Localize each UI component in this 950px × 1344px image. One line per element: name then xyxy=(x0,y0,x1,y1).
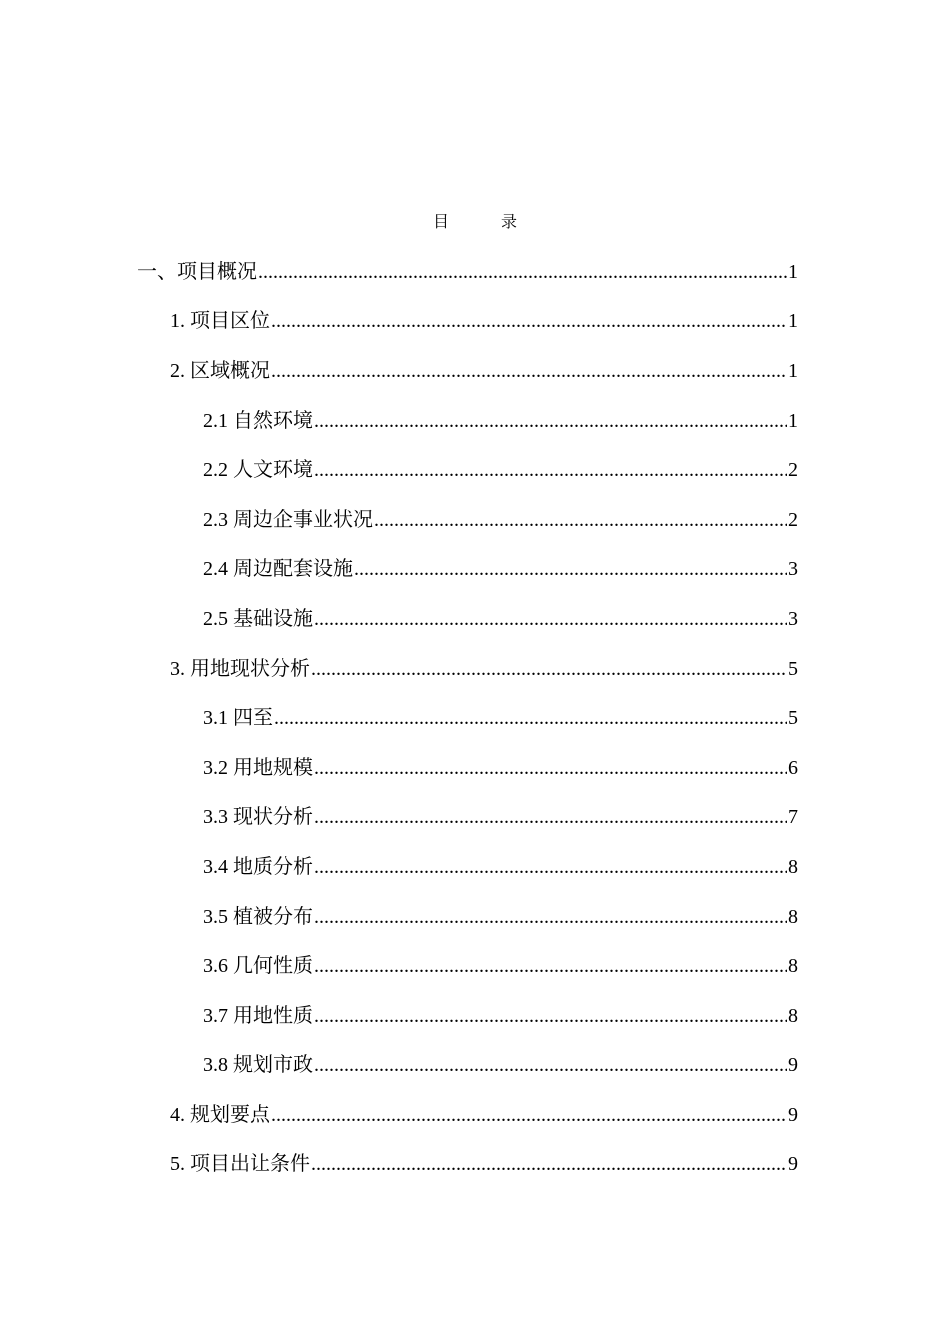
toc-entry-label: 2.5 基础设施 xyxy=(203,607,313,630)
toc-entry[interactable] xyxy=(0,693,798,743)
toc-entry-page-number: 5 xyxy=(788,657,798,680)
dot-leader xyxy=(271,1102,787,1128)
toc-entry-label: 3.6 几何性质 xyxy=(203,955,313,978)
toc-entry[interactable] xyxy=(0,892,798,942)
toc-entry-label: 3.8 规划市政 xyxy=(203,1054,313,1077)
toc-entry-page-number: 2 xyxy=(788,459,798,482)
toc-entry[interactable] xyxy=(0,991,798,1041)
toc-entry[interactable] xyxy=(0,247,798,297)
toc-entry-label: 3.7 用地性质 xyxy=(203,1004,313,1027)
toc-entry[interactable] xyxy=(0,743,798,793)
toc-entry-page-number: 1 xyxy=(788,359,798,382)
toc-entry[interactable] xyxy=(0,842,798,892)
toc-entry-page-number: 8 xyxy=(788,955,798,978)
toc-entry[interactable] xyxy=(0,1090,798,1140)
dot-leader xyxy=(314,804,787,830)
toc-entry-label: 2.4 周边配套设施 xyxy=(203,558,353,581)
toc-entry[interactable] xyxy=(0,594,798,644)
toc-entry-label: 2.1 自然环境 xyxy=(203,409,313,432)
toc-entry-page-number: 2 xyxy=(788,508,798,531)
toc-entry-label: 5. 项目出让条件 xyxy=(170,1153,310,1176)
toc-entry[interactable] xyxy=(0,545,798,595)
toc-entry-page-number: 9 xyxy=(788,1153,798,1176)
toc-entry[interactable] xyxy=(0,346,798,396)
dot-leader xyxy=(374,507,787,533)
dot-leader xyxy=(314,606,787,632)
toc-entry-label: 3.2 用地规模 xyxy=(203,756,313,779)
toc-entry[interactable] xyxy=(0,1041,798,1091)
dot-leader xyxy=(314,1003,787,1029)
toc-entry-page-number: 3 xyxy=(788,558,798,581)
toc-entry-page-number: 9 xyxy=(788,1103,798,1126)
dot-leader xyxy=(311,1151,787,1177)
toc-list xyxy=(0,247,950,1189)
toc-entry[interactable] xyxy=(0,445,798,495)
toc-entry[interactable] xyxy=(0,941,798,991)
toc-entry-page-number: 7 xyxy=(788,806,798,829)
toc-entry-page-number: 8 xyxy=(788,905,798,928)
dot-leader xyxy=(274,705,787,731)
dot-leader xyxy=(271,308,787,334)
toc-entry-page-number: 5 xyxy=(788,707,798,730)
toc-entry[interactable] xyxy=(0,1140,798,1190)
dot-leader xyxy=(314,457,787,483)
toc-entry-label: 4. 规划要点 xyxy=(170,1103,270,1126)
dot-leader xyxy=(258,259,787,285)
toc-entry-page-number: 8 xyxy=(788,855,798,878)
toc-entry-label: 2.3 周边企事业状况 xyxy=(203,508,373,531)
toc-entry-label: 2. 区域概况 xyxy=(170,359,270,382)
dot-leader xyxy=(314,854,787,880)
toc-entry-page-number: 6 xyxy=(788,756,798,779)
toc-entry-page-number: 1 xyxy=(788,409,798,432)
toc-entry-page-number: 3 xyxy=(788,607,798,630)
toc-entry-label: 3.4 地质分析 xyxy=(203,855,313,878)
toc-entry-label: 一、项目概况 xyxy=(137,260,257,283)
toc-entry-page-number: 1 xyxy=(788,260,798,283)
toc-entry-page-number: 9 xyxy=(788,1054,798,1077)
dot-leader xyxy=(354,556,787,582)
toc-entry-label: 3.1 四至 xyxy=(203,707,273,730)
dot-leader xyxy=(314,1052,787,1078)
toc-entry[interactable] xyxy=(0,793,798,843)
toc-entry-label: 3.5 植被分布 xyxy=(203,905,313,928)
dot-leader xyxy=(314,904,787,930)
dot-leader xyxy=(314,408,787,434)
dot-leader xyxy=(314,953,787,979)
toc-entry-label: 2.2 人文环境 xyxy=(203,459,313,482)
toc-entry-page-number: 1 xyxy=(788,310,798,333)
toc-entry-label: 3.3 现状分析 xyxy=(203,806,313,829)
toc-entry[interactable] xyxy=(0,297,798,347)
dot-leader xyxy=(311,656,787,682)
dot-leader xyxy=(271,358,787,384)
toc-entry[interactable] xyxy=(0,495,798,545)
toc-entry[interactable] xyxy=(0,644,798,694)
toc-entry-label: 3. 用地现状分析 xyxy=(170,657,310,680)
toc-entry-page-number: 8 xyxy=(788,1004,798,1027)
dot-leader xyxy=(314,755,787,781)
toc-entry[interactable] xyxy=(0,396,798,446)
toc-title: 目 录 xyxy=(432,214,535,231)
toc-entry-label: 1. 项目区位 xyxy=(170,310,270,333)
